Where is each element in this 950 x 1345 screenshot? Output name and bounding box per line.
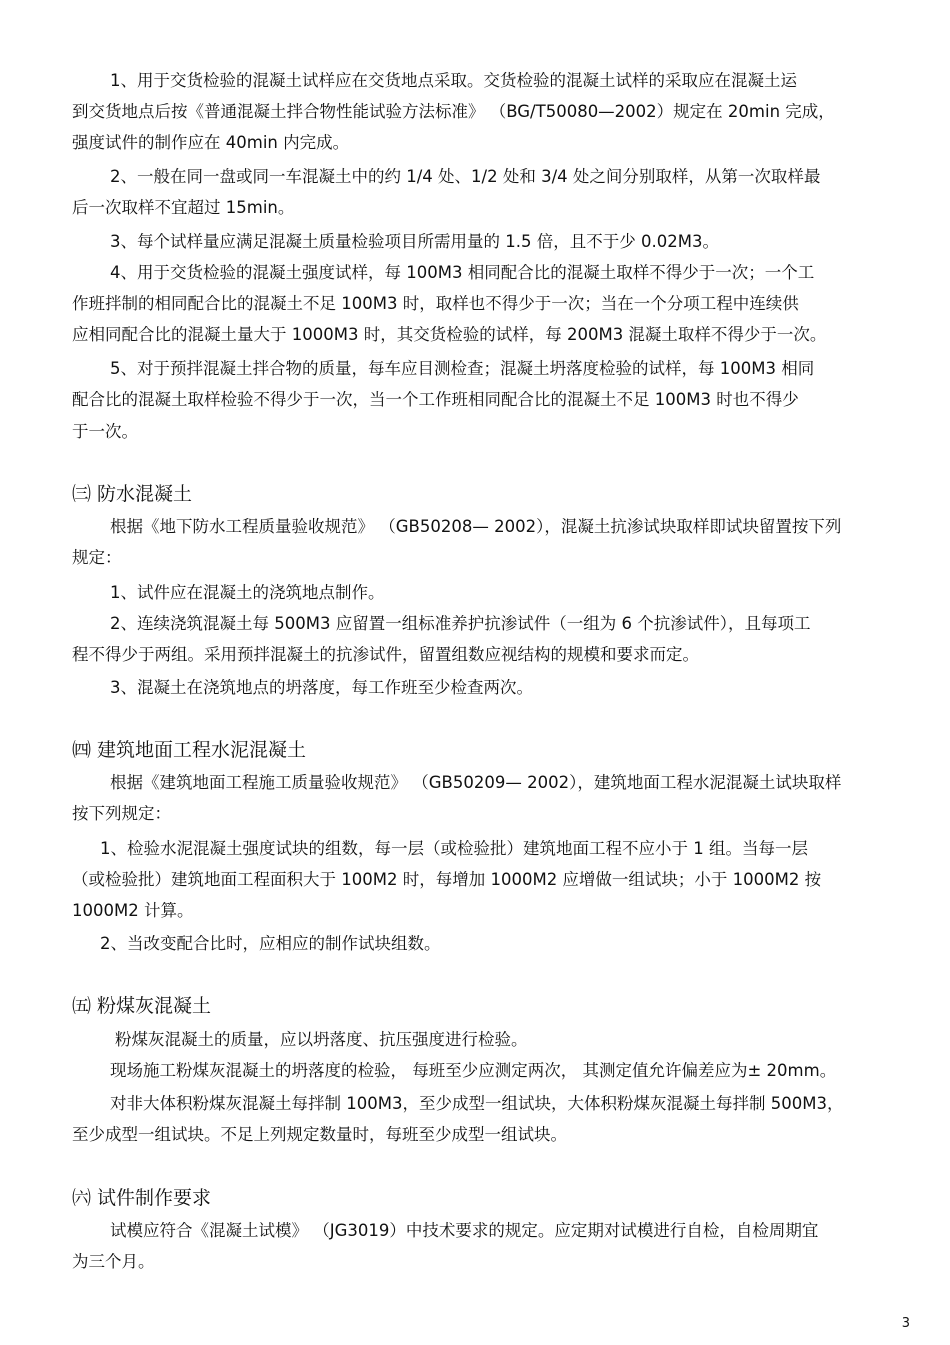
section-heading: ㈢ 防水混凝土 <box>72 483 193 505</box>
text-line: 为三个月。 <box>72 1252 155 1271</box>
text-line: 对非大体积粉煤灰混凝土每拌制 100M3，至少成型一组试块，大体积粉煤灰混凝土每拌制 500M3， <box>110 1094 844 1113</box>
text-line: 于一次。 <box>72 422 138 441</box>
text-line: 作班拌制的相同配合比的混凝土不足 100M3 时，取样也不得少于一次；当在一个分项工程中连续供 <box>72 294 799 313</box>
text-line: 程不得少于两组。采用预拌混凝土的抗渗试件，留置组数应视结构的规模和要求而定。 <box>72 645 699 664</box>
text-line: 到交货地点后按《普通混凝土拌合物性能试验方法标准》 （BG/T50080—2002）规定在 20min 完成， <box>72 102 835 121</box>
text-line: 1、检验水泥混凝土强度试块的组数，每一层（或检验批）建筑地面工程不应小于 1 组。当每一层 <box>100 839 808 858</box>
text-line: （或检验批）建筑地面工程面积大于 100M2 时，每增加 1000M2 应增做一组试块；小于 1000M2 按 <box>72 870 822 889</box>
text-line: 4、用于交货检验的混凝土强度试样，每 100M3 相同配合比的混凝土取样不得少于一次；一个工 <box>110 263 815 282</box>
text-line: 3、每个试样量应满足混凝土质量检验项目所需用量的 1.5 倍，且不于少 0.02M3。 <box>110 232 719 251</box>
text-line: 根据《地下防水工程质量验收规范》 （GB50208— 2002），混凝土抗渗试块取样即试块留置按下列 <box>110 517 842 536</box>
text-line: 根据《建筑地面工程施工质量验收规范》 （GB50209— 2002），建筑地面工程水泥混凝土试块取样 <box>110 773 842 792</box>
text-line: 按下列规定： <box>72 804 171 823</box>
text-line: 2、一般在同一盘或同一车混凝土中的约 1/4 处、1/2 处和 3/4 处之间分别取样，从第一次取样最 <box>110 167 821 186</box>
text-line: 规定： <box>72 548 122 567</box>
text-line: 1、试件应在混凝土的浇筑地点制作。 <box>110 583 385 602</box>
section-heading: ㈤ 粉煤灰混凝土 <box>72 995 212 1017</box>
text-line: 配合比的混凝土取样检验不得少于一次，当一个工作班相同配合比的混凝土不足 100M3 时也不得少 <box>72 390 799 409</box>
text-line: 5、对于预拌混凝土拌合物的质量，每车应目测检查；混凝土坍落度检验的试样，每 100M3 相同 <box>110 359 815 378</box>
text-line: 试模应符合《混凝土试模》 （JG3019）中技术要求的规定。应定期对试模进行自检，自检周期宜 <box>110 1221 819 1240</box>
text-line: 1000M2 计算。 <box>72 901 194 920</box>
text-line: 强度试件的制作应在 40min 内完成。 <box>72 133 350 152</box>
section-heading: ㈥ 试件制作要求 <box>72 1187 212 1209</box>
text-line: 2、连续浇筑混凝土每 500M3 应留置一组标准养护抗渗试件（一组为 6 个抗渗试件），且每项工 <box>110 614 811 633</box>
text-line: 至少成型一组试块。不足上列规定数量时，每班至少成型一组试块。 <box>72 1125 567 1144</box>
page-number: 3 <box>901 1316 910 1331</box>
text-line: 粉煤灰混凝土的质量，应以坍落度、抗压强度进行检验。 <box>115 1030 528 1049</box>
text-line: 应相同配合比的混凝土量大于 1000M3 时，其交货检验的试样，每 200M3 混凝土取样不得少于一次。 <box>72 325 827 344</box>
section-heading: ㈣ 建筑地面工程水泥混凝土 <box>72 739 307 761</box>
text-line: 2、当改变配合比时，应相应的制作试块组数。 <box>100 934 441 953</box>
text-line: 3、混凝土在浇筑地点的坍落度，每工作班至少检查两次。 <box>110 678 533 697</box>
text-line: 现场施工粉煤灰混凝土的坍落度的检验， 每班至少应测定两次， 其测定值允许偏差应为± 20mm。 <box>110 1061 837 1080</box>
text-line: 1、用于交货检验的混凝土试样应在交货地点采取。交货检验的混凝土试样的采取应在混凝土运 <box>110 71 797 90</box>
text-line: 后一次取样不宜超过 15min。 <box>72 198 295 217</box>
